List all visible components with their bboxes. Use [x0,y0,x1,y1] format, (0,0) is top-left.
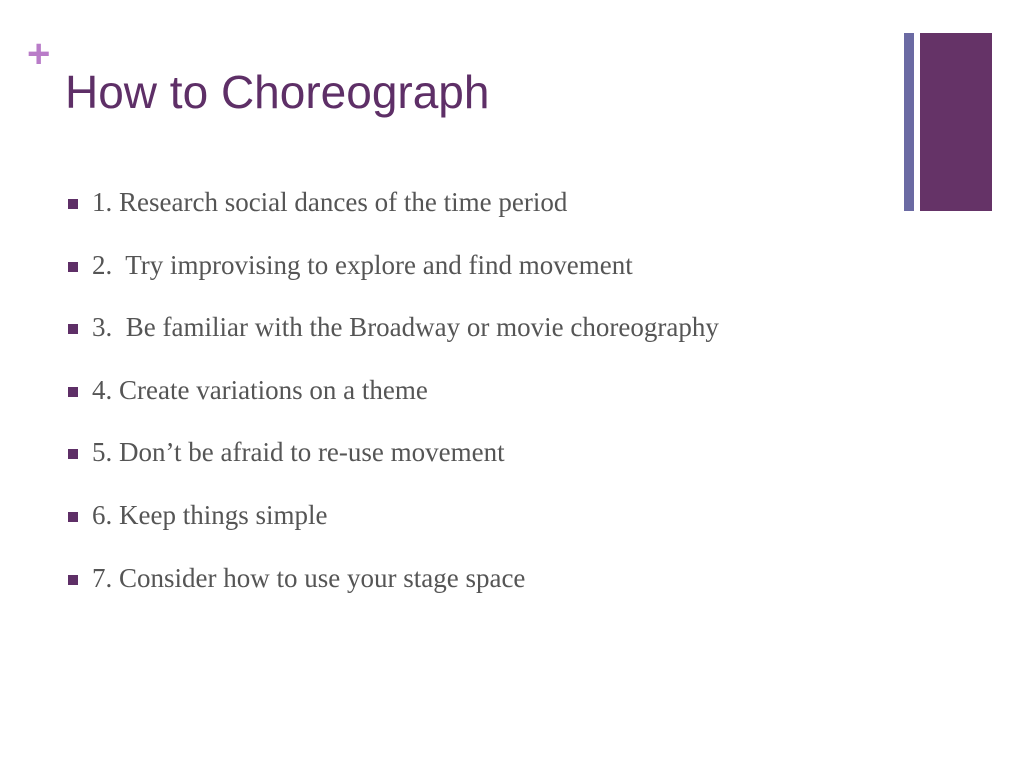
bullet-text: 5. Don’t be afraid to re-use movement [92,437,505,468]
list-item [68,368,719,431]
accent-bar-thick [920,33,992,211]
list-item [68,180,719,243]
square-bullet-icon [68,512,78,522]
bullet-text: 4. Create variations on a theme [92,374,428,405]
bullet-text: 7. Consider how to use your stage space [92,562,526,593]
list-item [68,493,719,556]
square-bullet-icon [68,324,78,334]
square-bullet-icon [68,449,78,459]
square-bullet-icon [68,199,78,209]
bullet-text: 2. Try improvising to explore and find movement [92,249,633,280]
square-bullet-icon [68,262,78,272]
list-item [68,430,719,493]
list-item [68,305,719,368]
list-item [68,556,719,619]
bullet-text: 1. Research social dances of the time period [92,187,568,217]
bullet-text: 3. Be familiar with the Broadway or movie choreography [92,312,719,343]
slide-title: How to Choreograph [65,66,490,118]
bullet-text: 6. Keep things simple [92,499,328,530]
square-bullet-icon [68,575,78,585]
plus-icon: + [27,32,51,76]
square-bullet-icon [68,387,78,397]
accent-bar-thin [904,33,914,211]
bullet-list [68,180,719,618]
list-item [68,243,719,306]
